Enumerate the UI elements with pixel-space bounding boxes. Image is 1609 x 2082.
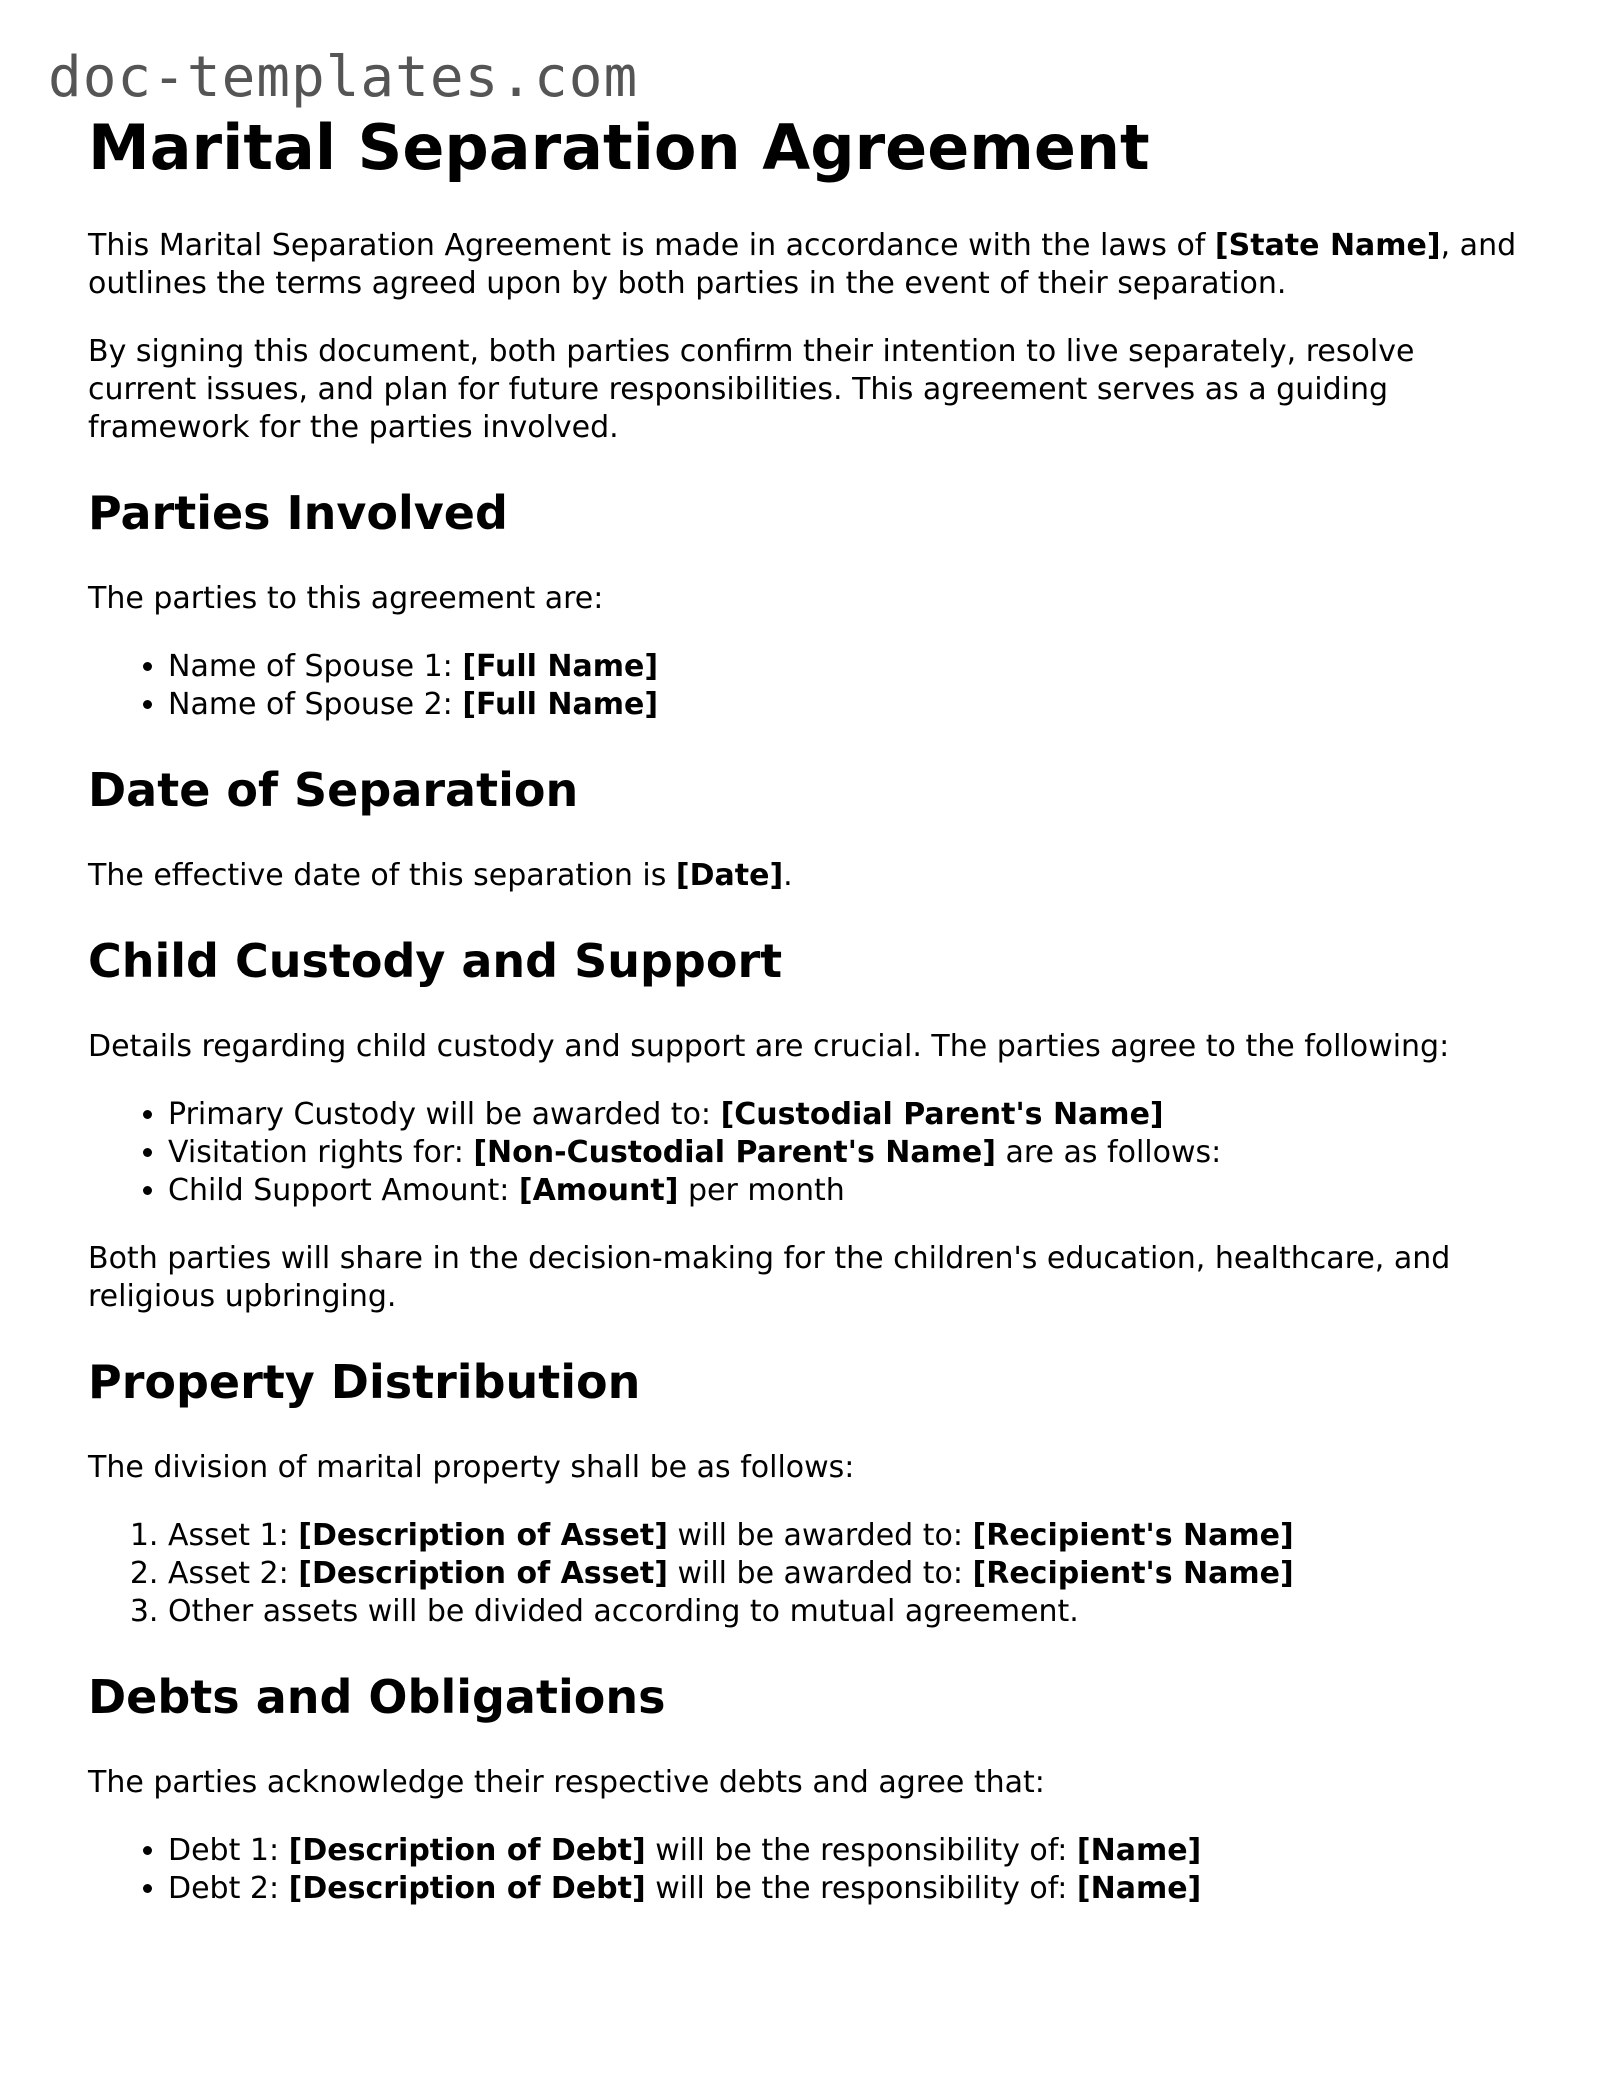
date-placeholder: [Date] bbox=[675, 858, 784, 894]
intro-text-before: This Marital Separation Agreement is made in accordance with the laws of bbox=[88, 228, 1215, 264]
site-watermark: doc-templates.com bbox=[48, 45, 639, 110]
item-mid: will be the responsibility of: bbox=[645, 1870, 1077, 1906]
list-item bbox=[168, 1134, 1528, 1172]
item-label: Debt 1: bbox=[168, 1832, 289, 1868]
list-item bbox=[168, 1517, 1528, 1555]
list-item bbox=[168, 1832, 1528, 1870]
section-heading-debts: Debts and Obligations bbox=[88, 1669, 666, 1724]
state-name-placeholder: [State Name] bbox=[1214, 228, 1441, 264]
asset-placeholder: [Description of Asset] bbox=[298, 1555, 668, 1591]
separation-date-text bbox=[88, 857, 1528, 895]
list-item: 3. Other assets will be divided according to mutual agreement. bbox=[168, 1593, 1528, 1631]
custody-list bbox=[88, 1096, 1528, 1210]
item-label: Primary Custody will be awarded to: bbox=[168, 1096, 721, 1132]
spouse-1-placeholder: [Full Name] bbox=[462, 649, 659, 685]
date-text-after: . bbox=[783, 858, 793, 894]
list-item bbox=[168, 1555, 1528, 1593]
recipient-placeholder: [Recipient's Name] bbox=[972, 1555, 1294, 1591]
date-text-before: The effective date of this separation is bbox=[88, 858, 676, 894]
amount-placeholder: [Amount] bbox=[518, 1172, 679, 1208]
list-item bbox=[168, 648, 1528, 686]
item-label: Name of Spouse 2: bbox=[168, 687, 463, 723]
non-custodial-parent-placeholder: [Non-Custodial Parent's Name] bbox=[473, 1134, 996, 1170]
spouse-2-placeholder: [Full Name] bbox=[462, 687, 659, 723]
intro-paragraph-2: By signing this document, both parties confirm their intention to live separately, resolve current issues, and plan for future responsibilities. This agreement serves as a guiding framework for the parties involved. bbox=[88, 334, 1415, 446]
item-label: Asset 2: bbox=[168, 1555, 299, 1591]
property-text: The division of marital property shall be as follows: bbox=[88, 1449, 855, 1485]
debts-text: The parties acknowledge their respective debts and agree that: bbox=[88, 1764, 1045, 1800]
debt-placeholder: [Description of Debt] bbox=[288, 1832, 646, 1868]
item-after: are as follows: bbox=[995, 1134, 1222, 1170]
list-item bbox=[168, 1172, 1528, 1210]
debts-list bbox=[88, 1832, 1528, 1908]
custody-text: Details regarding child custody and support are crucial. The parties agree to the following: bbox=[88, 1028, 1450, 1064]
debt-placeholder: [Description of Debt] bbox=[288, 1870, 646, 1906]
intro-text-after: , and outlines the terms agreed upon by both parties in the event of their separation. bbox=[88, 228, 1517, 302]
item-label: Visitation rights for: bbox=[168, 1134, 474, 1170]
section-heading-parties: Parties Involved bbox=[88, 486, 508, 541]
section-heading-property: Property Distribution bbox=[88, 1354, 641, 1409]
item-label: Child Support Amount: bbox=[168, 1172, 519, 1208]
item-after: per month bbox=[678, 1172, 845, 1208]
section-heading-custody: Child Custody and Support bbox=[88, 934, 783, 989]
item-label: Debt 2: bbox=[168, 1870, 289, 1906]
property-list bbox=[88, 1517, 1528, 1631]
list-item bbox=[168, 1096, 1528, 1134]
asset-placeholder: [Description of Asset] bbox=[298, 1517, 668, 1553]
responsible-name-placeholder: [Name] bbox=[1076, 1832, 1202, 1868]
item-mid: will be the responsibility of: bbox=[645, 1832, 1077, 1868]
section-heading-date: Date of Separation bbox=[88, 763, 579, 818]
item-mid: will be awarded to: bbox=[667, 1555, 973, 1591]
item-mid: will be awarded to: bbox=[667, 1517, 973, 1553]
list-item bbox=[168, 1870, 1528, 1908]
item-label: Name of Spouse 1: bbox=[168, 649, 463, 685]
item-label: Asset 1: bbox=[168, 1517, 299, 1553]
custody-closing-text: Both parties will share in the decision-making for the children's education, healthcare, and religious upbringing. bbox=[88, 1240, 1451, 1314]
parties-text: The parties to this agreement are: bbox=[88, 581, 604, 617]
responsible-name-placeholder: [Name] bbox=[1076, 1870, 1202, 1906]
recipient-placeholder: [Recipient's Name] bbox=[972, 1517, 1294, 1553]
custodial-parent-placeholder: [Custodial Parent's Name] bbox=[720, 1096, 1164, 1132]
list-item bbox=[168, 686, 1528, 724]
intro-paragraph-1 bbox=[88, 227, 1528, 303]
parties-list bbox=[88, 648, 1528, 724]
document-title: Marital Separation Agreement bbox=[88, 111, 1150, 184]
document-body bbox=[88, 112, 1528, 1938]
